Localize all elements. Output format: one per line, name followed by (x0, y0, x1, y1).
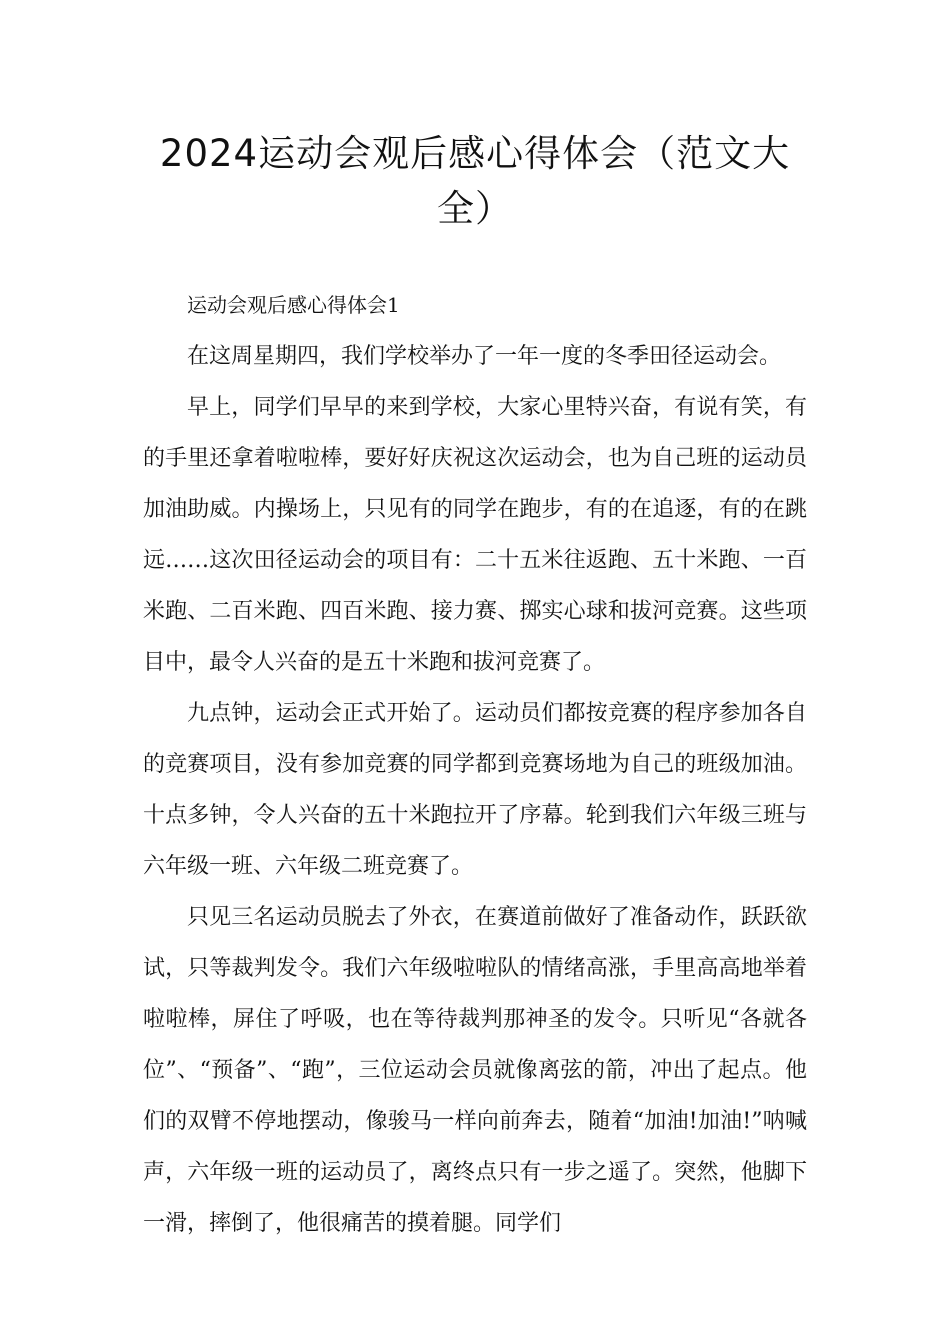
document-body (143, 280, 807, 1249)
paragraph: 在这周星期四，我们学校举办了一年一度的冬季田径运动会。 (187, 344, 782, 369)
paragraph: 只见三名运动员脱去了外衣，在赛道前做好了准备动作，跃跃欲试，只等裁判发令。我们六年级啦啦队的情绪高涨，手里高高地举着啦啦棒，屏住了呼吸，也在等待裁判那神圣的发令。只听见“各就各位”、“预备”、“跑”，三位运动会员就像离弦的箭，冲出了起点。他们的双臂不停地摆动，像骏马一样向前奔去，随着“加油!加油!”呐喊声，六年级一班的运动员了，离终点只有一步之遥了。突然，他脚下一滑，摔倒了，他很痛苦的摸着腿。同学们 (143, 905, 807, 1236)
section-heading: 运动会观后感心得体会1 (187, 293, 400, 317)
paragraph: 九点钟，运动会正式开始了。运动员们都按竞赛的程序参加各自的竞赛项目，没有参加竞赛的同学都到竞赛场地为自己的班级加油。十点多钟，令人兴奋的五十米跑拉开了序幕。轮到我们六年级三班与六年级一班、六年级二班竞赛了。 (143, 701, 807, 879)
paragraph: 早上，同学们早早的来到学校，大家心里特兴奋，有说有笑，有的手里还拿着啦啦棒，要好好庆祝这次运动会，也为自己班的运动员加油助威。内操场上，只见有的同学在跑步，有的在追逐，有的在跳远……这次田径运动会的项目有：二十五米往返跑、五十米跑、一百米跑、二百米跑、四百米跑、接力赛、掷实心球和拔河竞赛。这些项目中，最令人兴奋的是五十米跑和拔河竞赛了。 (143, 395, 807, 675)
document-title: 2024运动会观后感心得体会（范文大全） (159, 132, 791, 230)
